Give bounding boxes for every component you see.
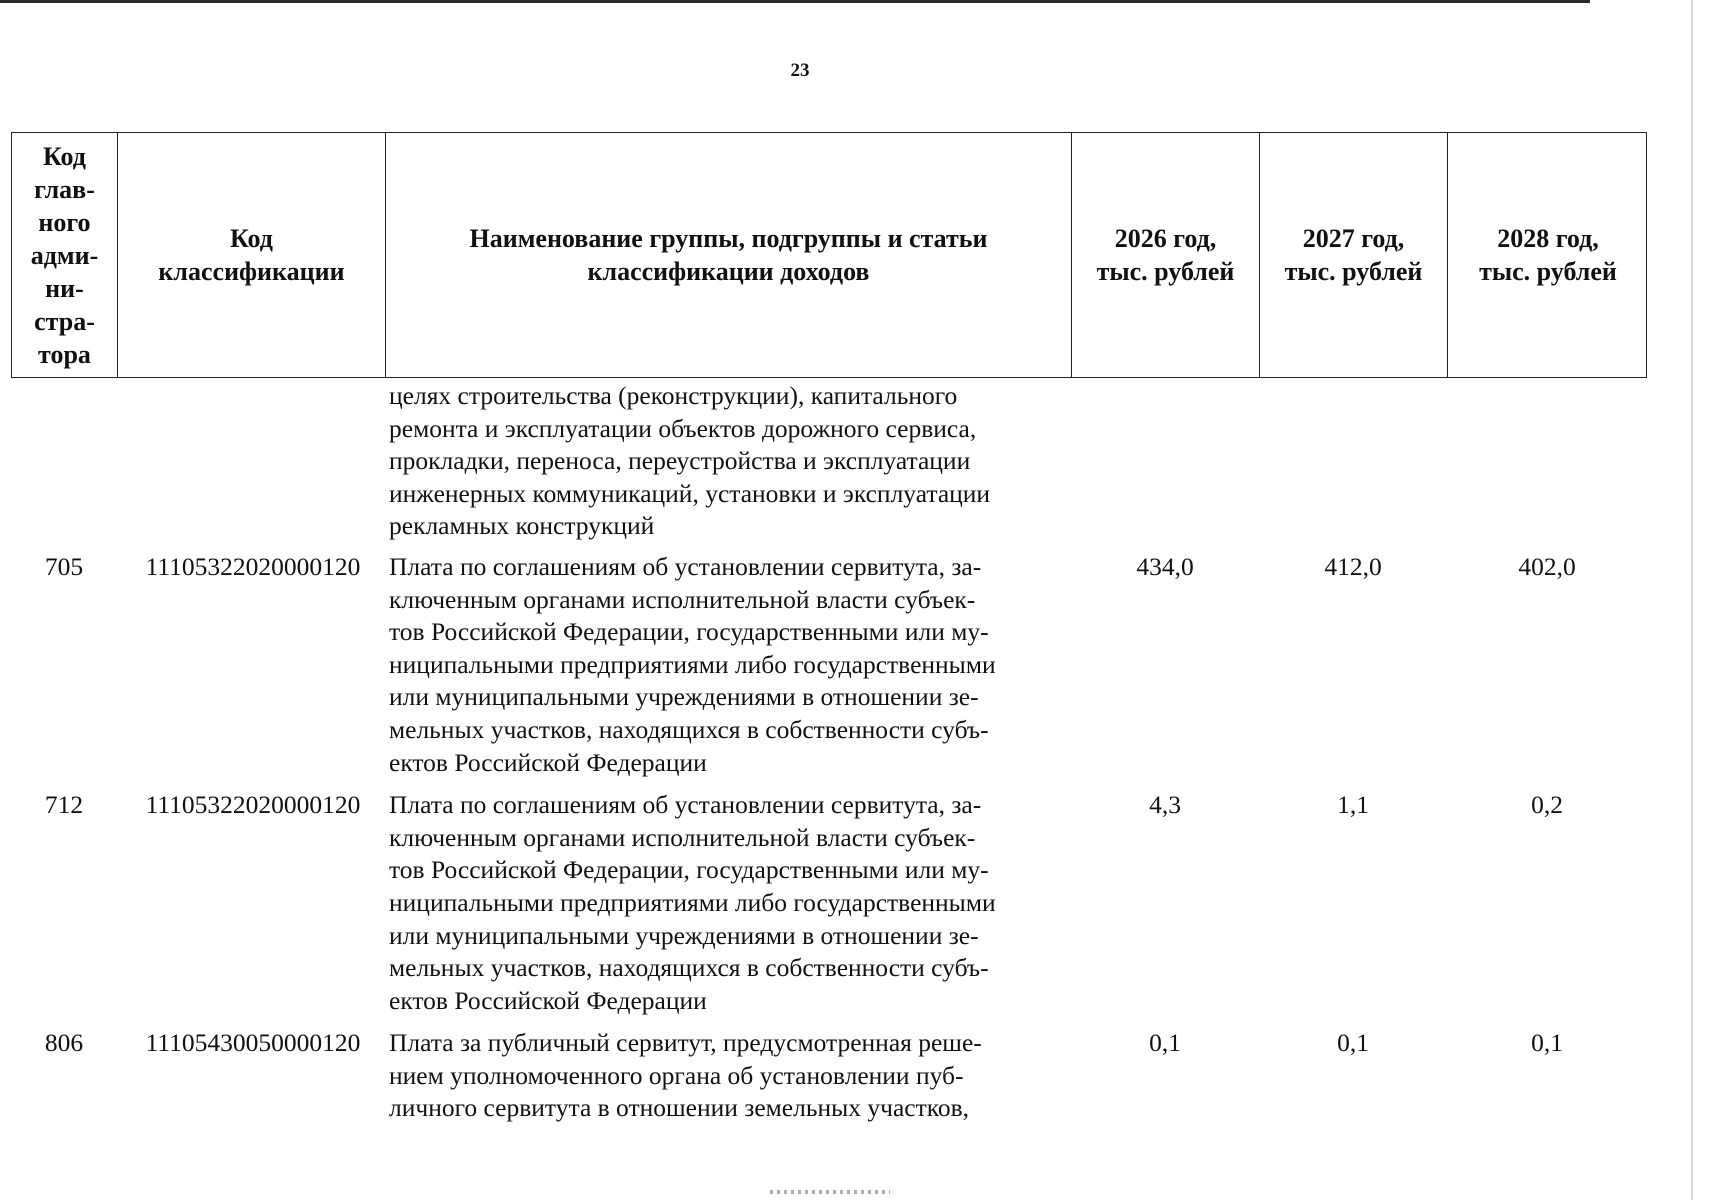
scan-artifact <box>770 1190 890 1194</box>
value-2028-cell: 402,0 <box>1518 551 1576 581</box>
income-name-cell: Плата по соглашениям об установлении сервитута, за- ключенным органами исполнительной власти субъек- тов Российской Федерации, государственными или му- ниципальными предприятиями либо государственными или муниципальными учреждениями в отношении зе- мельных участков, находящихся в собственности субъ- ектов Российской Федерации <box>389 790 996 1015</box>
value-2026-cell <box>1071 380 1259 543</box>
income-name-cell: Плата за публичный сервитут, предусмотренная реше- нием уполномоченного органа об установлении пуб- личного сервитута в отношении земельных участков, <box>389 1028 982 1123</box>
value-2028-cell: 0,1 <box>1531 1028 1563 1058</box>
table-row <box>11 789 1647 1017</box>
value-2027-cell <box>1259 380 1447 543</box>
value-2027-cell: 0,1 <box>1337 1028 1369 1058</box>
admin-code-cell <box>11 380 117 543</box>
classification-code-cell: 11105322020000120 <box>145 790 361 820</box>
classification-code-cell <box>117 380 385 543</box>
table-header <box>11 132 1647 378</box>
header-year-2026: 2026 год, тыс. рублей <box>1072 133 1260 377</box>
value-2028-cell <box>1447 380 1647 543</box>
top-rule <box>0 0 1590 3</box>
table-row <box>11 1027 1647 1125</box>
income-name-cell: Плата по соглашениям об установлении сервитута, за- ключенным органами исполнительной власти субъек- тов Российской Федерации, государственными или му- ниципальными предприятиями либо государственными или муниципальными учреждениями в отношении зе- мельных участков, находящихся в собственности субъ- ектов Российской Федерации <box>389 551 996 777</box>
header-admin-code: Код глав- ного адми- ни- стра- тора <box>12 133 118 377</box>
value-2027-cell: 412,0 <box>1324 551 1382 581</box>
admin-code-cell: 705 <box>44 551 84 581</box>
admin-code-cell: 806 <box>44 1028 84 1058</box>
table-row <box>11 551 1647 779</box>
classification-code-cell: 11105322020000120 <box>145 551 361 581</box>
classification-code-cell: 11105430050000120 <box>145 1028 361 1058</box>
value-2026-cell: 4,3 <box>1149 790 1181 820</box>
header-classification-code: Код классификации <box>118 133 386 377</box>
table-body <box>11 380 1647 1125</box>
table-row-continuation <box>11 380 1647 543</box>
page-edge <box>1691 0 1693 1200</box>
header-year-2027: 2027 год, тыс. рублей <box>1260 133 1448 377</box>
header-income-name: Наименование группы, подгруппы и статьи классификации доходов <box>386 133 1072 377</box>
admin-code-cell: 712 <box>44 790 84 820</box>
value-2026-cell: 0,1 <box>1149 1028 1181 1058</box>
income-name-cell: целях строительства (реконструкции), капитального ремонта и эксплуатации объектов дорожного сервиса, прокладки, переноса, переустройства и эксплуатации инженерных коммуникаций, установки и эксплуатации рекламных конструкций <box>389 381 991 541</box>
header-year-2028: 2028 год, тыс. рублей <box>1479 224 1617 286</box>
page-number: 23 <box>790 60 810 81</box>
value-2026-cell: 434,0 <box>1136 551 1194 581</box>
value-2028-cell: 0,2 <box>1531 790 1563 820</box>
value-2027-cell: 1,1 <box>1337 790 1369 820</box>
